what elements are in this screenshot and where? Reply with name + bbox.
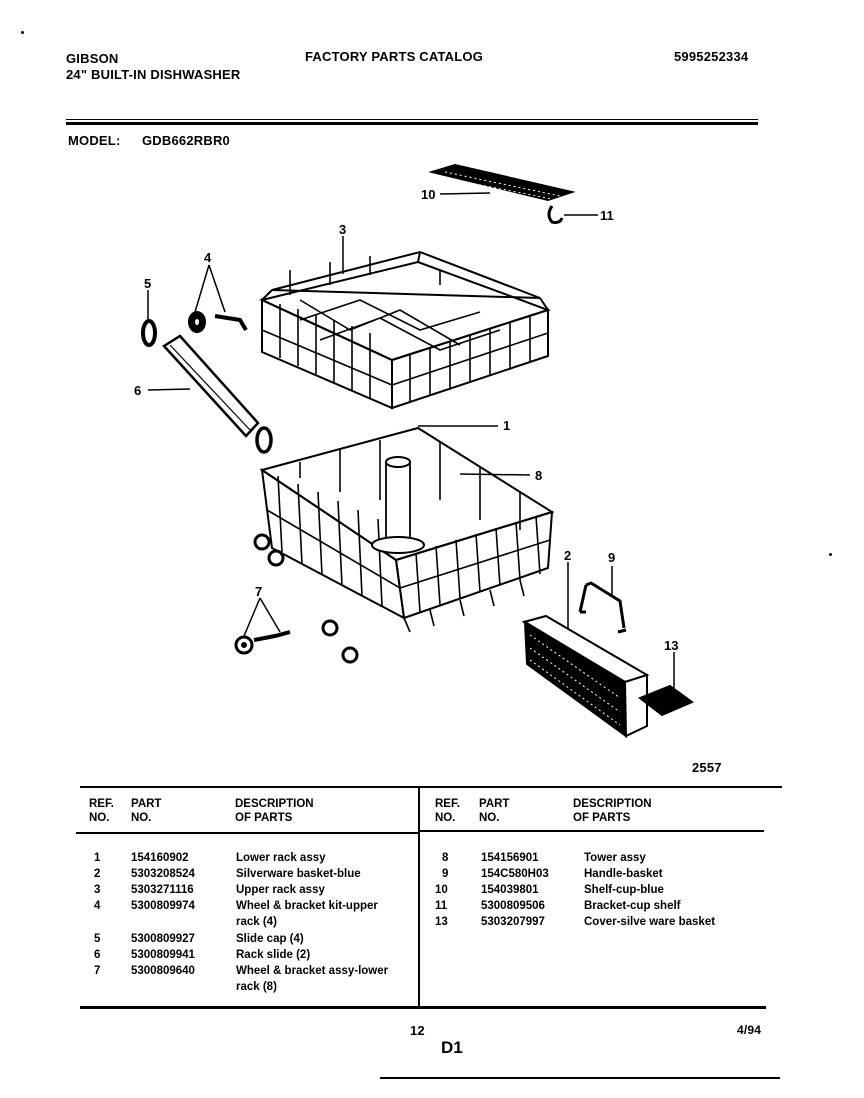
model-value: GDB662RBR0 — [142, 133, 230, 148]
ref-number: 8 — [442, 852, 449, 864]
col-header-description: DESCRIPTION OF PARTS — [235, 798, 314, 824]
ref-number: 13 — [435, 916, 448, 928]
callout-13: 13 — [664, 638, 679, 653]
part-description: Cover-silve ware basket — [584, 916, 716, 928]
part-number: 5303271116 — [131, 884, 194, 896]
col-header-part-no: PART NO. — [131, 798, 162, 824]
col-header-ref-no: REF. NO. — [89, 798, 114, 824]
basket-handle-part — [580, 566, 626, 632]
ref-number: 6 — [94, 949, 101, 961]
rack-slide-part — [148, 336, 271, 452]
table-top-rule — [80, 786, 782, 788]
ref-number: 4 — [94, 900, 101, 912]
part-description: Slide cap (4) — [236, 933, 304, 945]
revision-date: 4/94 — [737, 1023, 762, 1037]
shelf-bracket-part — [549, 206, 598, 223]
col-header-part-no-right: PART NO. — [479, 798, 510, 824]
part-number: 154160902 — [131, 852, 189, 864]
callout-3: 3 — [339, 222, 347, 237]
part-description: Rack slide (2) — [236, 949, 311, 961]
part-description: Wheel & bracket assy-lower — [236, 965, 389, 977]
catalog-title: FACTORY PARTS CATALOG — [305, 49, 484, 64]
part-number: 5300809927 — [131, 933, 195, 945]
model-label: MODEL: — [68, 133, 121, 148]
callout-10: 10 — [421, 187, 436, 202]
callout-11: 11 — [600, 208, 614, 223]
callout-8: 8 — [535, 468, 543, 483]
part-description-cont: rack (8) — [236, 981, 277, 993]
part-number: 5303208524 — [131, 868, 195, 880]
section-code: D1 — [441, 1038, 463, 1057]
part-description: Handle-basket — [584, 868, 663, 880]
ref-number: 1 — [94, 852, 101, 864]
table-divider — [418, 788, 420, 1006]
slide-cap-part — [143, 290, 155, 345]
part-description: Wheel & bracket kit-upper — [236, 900, 378, 912]
page-number: 12 — [410, 1023, 425, 1038]
part-number: 5303207997 — [481, 916, 545, 928]
part-number: 5300809941 — [131, 949, 195, 961]
callout-7: 7 — [255, 584, 263, 599]
callout-1: 1 — [503, 418, 511, 433]
col-header-ref-no-right: REF. NO. — [435, 798, 460, 824]
part-description: Lower rack assy — [236, 852, 326, 864]
part-number: 154156901 — [481, 852, 539, 864]
callout-4: 4 — [204, 250, 212, 265]
upper-rack-part — [262, 236, 548, 408]
ref-number: 2 — [94, 868, 101, 880]
table-bottom-rule — [80, 1006, 766, 1009]
ref-number: 7 — [94, 965, 101, 977]
page-bottom-rule — [380, 1077, 780, 1079]
brand-name: GIBSON — [66, 51, 119, 66]
part-number: 154C580H03 — [481, 868, 549, 880]
part-description: Silverware basket-blue — [236, 868, 361, 880]
table-header-rule-right — [420, 830, 764, 832]
table-header-rule-left — [76, 832, 420, 834]
part-description: Tower assy — [584, 852, 646, 864]
cup-shelf-part — [432, 165, 572, 200]
upper-wheel-part — [189, 265, 246, 332]
ref-number: 10 — [435, 884, 448, 896]
part-number: 5300809974 — [131, 900, 195, 912]
figure-number: 2557 — [692, 760, 722, 775]
ref-number: 3 — [94, 884, 101, 896]
part-description: Bracket-cup shelf — [584, 900, 681, 912]
callout-9: 9 — [608, 550, 616, 565]
ref-number: 5 — [94, 933, 101, 945]
part-description: Upper rack assy — [236, 884, 325, 896]
part-number: 5300809506 — [481, 900, 545, 912]
part-number: 5300809640 — [131, 965, 195, 977]
callout-5: 5 — [144, 276, 152, 291]
ref-number: 11 — [435, 900, 448, 912]
col-header-description-right: DESCRIPTION OF PARTS — [573, 798, 652, 824]
part-description: Shelf-cup-blue — [584, 884, 664, 896]
callout-6: 6 — [134, 383, 142, 398]
lower-wheel-part — [236, 598, 290, 653]
lower-rack-part — [255, 426, 552, 662]
ref-number: 9 — [442, 868, 449, 880]
catalog-number: 5995252334 — [674, 49, 749, 64]
callout-2: 2 — [564, 548, 572, 563]
part-number: 154039801 — [481, 884, 539, 896]
product-name: 24" BUILT-IN DISHWASHER — [66, 67, 241, 82]
part-description-cont: rack (4) — [236, 916, 277, 928]
